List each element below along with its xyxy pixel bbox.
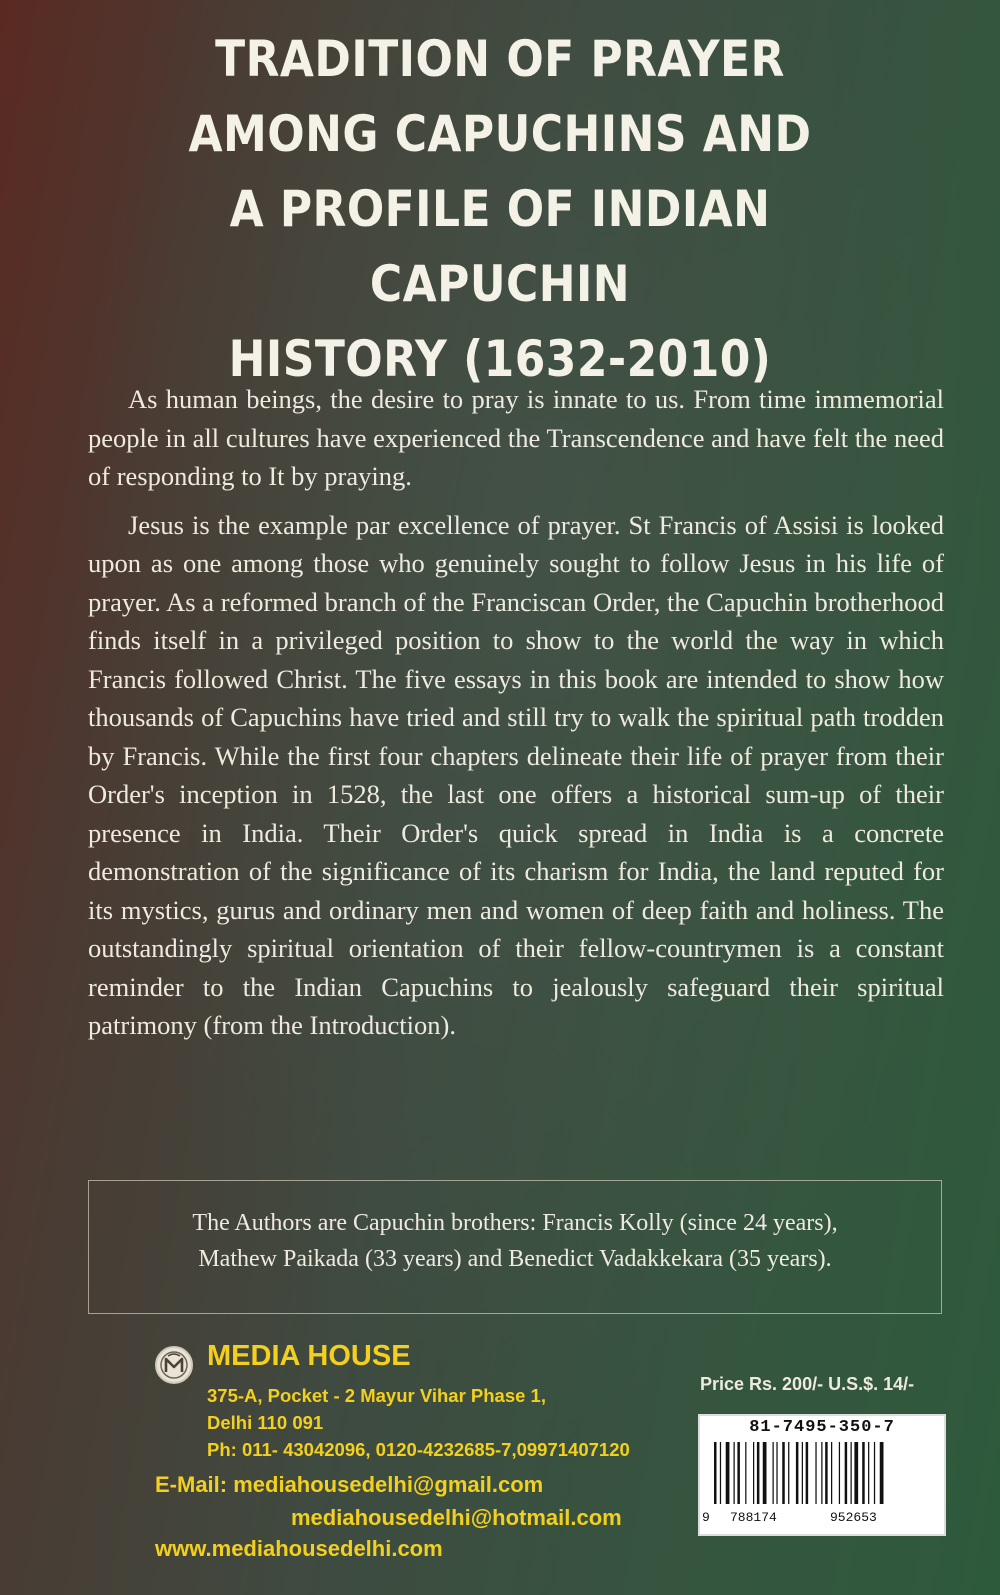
publisher-emails [155, 1468, 622, 1534]
blurb-paragraph-2: Jesus is the example par excellence of prayer. St Francis of Assisi is looked upon as one among those who genuinely sought to follow Jesus in his life of prayer. As a reformed branch of the Franciscan Order, the Capuchin brotherhood finds itself in a privileged position to show to the world the way in which Francis followed Christ. The five essays in this book are intended to show how thousands of Capuchins have tried and still try to walk the spiritual path trodden by Francis. While the first four chapters delineate their life of prayer from their Order's inception in 1528, the last one offers a historical sum-up of their presence in India. Their Order's quick spread in India is a concrete demonstration of the significance of its charism for India, the land reputed for its mystics, gurus and ordinary men and women of deep faith and holiness. The outstandingly spiritual orientation of their fellow-countrymen is a constant reminder to the Indian Capuchins to jealously safeguard their spiritual patrimony (from the Introduction). [88, 509, 944, 1040]
barcode-bars-icon [714, 1442, 934, 1504]
isbn-barcode [698, 1414, 946, 1536]
authors-line-1: The Authors are Capuchin brothers: Francis Kolly (since 24 years), [192, 1210, 838, 1236]
title-line-2: AMONG CAPUCHINS AND [188, 105, 812, 163]
publisher-name: MEDIA HOUSE [207, 1340, 411, 1372]
title-line-4: HISTORY (1632-2010) [228, 330, 772, 388]
barcode-prefix-digit: 9 [702, 1510, 710, 1525]
media-house-logo-icon [155, 1346, 193, 1384]
publisher-website: www.mediahousedelhi.com [155, 1536, 443, 1561]
publisher-phone: Ph: 011- 43042096, 0120-4232685-7,09971407120 [207, 1439, 630, 1460]
barcode-right-digits: 952653 [830, 1510, 877, 1525]
authors-line-2: Mathew Paikada (33 years) and Benedict Vadakkekara (35 years). [198, 1246, 832, 1272]
publisher-address-line-1: 375-A, Pocket - 2 Mayur Vihar Phase 1, [207, 1385, 546, 1406]
publisher-email-2: mediahousedelhi@hotmail.com [291, 1505, 622, 1530]
isbn-number: 81-7495-350-7 [749, 1418, 895, 1437]
title-line-1: TRADITION OF PRAYER [215, 30, 785, 88]
price-label: Price Rs. 200/- U.S.$. 14/- [700, 1374, 915, 1394]
publisher-address [207, 1382, 630, 1463]
book-title [113, 22, 887, 397]
blurb-text [88, 380, 944, 1055]
title-line-3: A PROFILE OF INDIAN CAPUCHIN [229, 180, 771, 313]
publisher-address-line-2: Delhi 110 091 [207, 1412, 324, 1433]
blurb-paragraph-1: As human beings, the desire to pray is innate to us. From time immemorial people in all cultures have experienced the Transcendence and have felt the need of responding to It by praying. [88, 384, 944, 491]
publisher-email-1: E-Mail: mediahousedelhi@gmail.com [155, 1472, 544, 1497]
authors-box [88, 1180, 942, 1314]
barcode-left-digits: 788174 [730, 1510, 777, 1525]
